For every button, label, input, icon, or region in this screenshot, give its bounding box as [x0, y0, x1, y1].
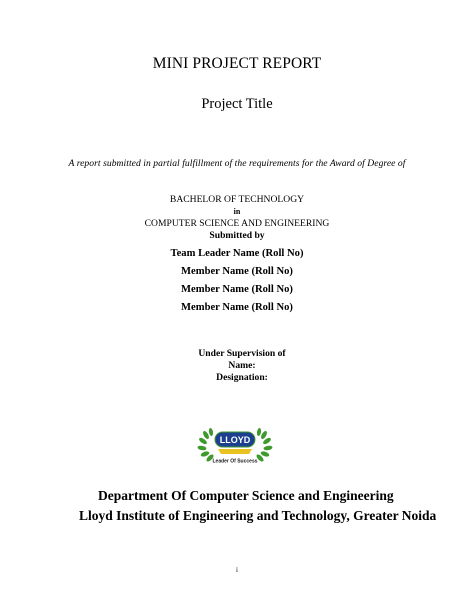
report-title: MINI PROJECT REPORT: [152, 55, 322, 72]
branch-name: COMPUTER SCIENCE AND ENGINEERING: [144, 218, 330, 229]
supervisor-designation-label: Designation:: [216, 372, 268, 383]
supervisor-name-label: Name:: [228, 360, 256, 371]
team-leader-name: Team Leader Name (Roll No): [170, 248, 304, 259]
degree-name: BACHELOR OF TECHNOLOGY: [169, 194, 305, 205]
department-name: Department Of Computer Science and Engineering: [98, 488, 394, 503]
logo-tagline: Leader Of Success: [212, 458, 258, 465]
logo-text: LLOYD: [219, 435, 251, 445]
submitted-by-label: Submitted by: [209, 230, 265, 241]
supervision-heading: Under Supervision of: [198, 348, 286, 359]
supervision-block: [190, 348, 294, 384]
laurel-left-icon: [197, 428, 215, 463]
page-number: i: [236, 566, 238, 574]
member-name: Member Name (Roll No): [181, 266, 293, 277]
college-logo: [196, 425, 274, 465]
member-name: Member Name (Roll No): [181, 302, 293, 313]
in-connector: in: [233, 207, 241, 216]
logo-ribbon: [218, 449, 252, 454]
member-name: Member Name (Roll No): [181, 284, 293, 295]
laurel-right-icon: [255, 428, 273, 463]
project-title: Project Title: [201, 96, 273, 112]
submission-statement: A report submitted in partial fulfillment of the requirements for the Award of Degree of: [68, 158, 406, 169]
institute-name: Lloyd Institute of Engineering and Technology, Greater Noida: [79, 508, 437, 523]
